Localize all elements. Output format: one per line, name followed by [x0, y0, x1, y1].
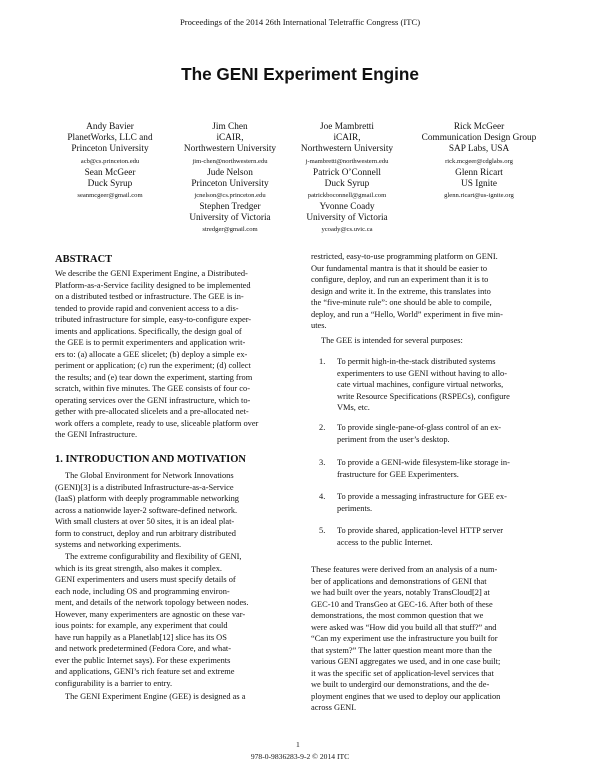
author-block	[170, 202, 290, 236]
author-block	[286, 122, 408, 167]
text-line: design and write it. In the extreme, this translates into	[311, 286, 491, 296]
text-line: demonstrations, the most common question that we	[311, 611, 484, 620]
text-line: deploy, and run a “Hello, World” experiment in five min-	[311, 309, 503, 319]
author-block	[286, 168, 408, 202]
text-line: it was the specific set of application-level services that	[311, 668, 494, 678]
author-affiliation: Duck Syrup	[87, 179, 133, 190]
text-line: the “five-minute rule”: one should be able to compile,	[311, 298, 492, 307]
author-name: Yvonne Coady	[319, 202, 375, 212]
text-line: gether with pre-allocated slicelets and a pre-allocated net-	[55, 407, 249, 416]
text-line: The GENI Experiment Engine (GEE) is designed as a	[65, 692, 246, 701]
text-line: “Can my experiment use the infrastructure you built for	[311, 634, 498, 643]
author-name: Stephen Tredger	[199, 202, 261, 212]
text-line: We describe the GENI Experiment Engine, a Distributed-	[55, 269, 248, 278]
list-item	[319, 457, 549, 480]
text-line: configure, deploy, and run an experiment than it is to	[311, 275, 489, 284]
author-email: jcnelson@cs.princeton.edu	[194, 192, 266, 200]
text-line: on a distributed testbed or infrastructure. The GEE is in-	[55, 292, 244, 301]
text-line: and applications, GENI’s rich feature set and extreme	[55, 667, 235, 676]
list-number: 1.	[319, 357, 326, 366]
right-paragraph-3	[311, 564, 549, 714]
text-line: (GENI)[3] is a distributed Infrastructure-as-a-Service	[55, 482, 234, 492]
author-block	[170, 168, 290, 202]
page-number: 1	[296, 740, 300, 749]
author-affiliation: US Ignite	[461, 179, 497, 190]
text-line: tended to provide rapid and convenient access to a dis-	[55, 303, 239, 313]
author-name: Sean McGeer	[84, 168, 136, 178]
text-line: Platform-as-a-Service facility designed to be implemented	[55, 280, 251, 290]
author-block	[408, 122, 550, 167]
text-line: have run happily as a Planetlab[12] slice has its OS	[55, 632, 227, 642]
author-block	[170, 122, 290, 167]
intro-heading: 1. INTRODUCTION AND MOTIVATION	[55, 454, 246, 465]
author-email: seanmcgeer@gmail.com	[77, 192, 143, 200]
text-line: work offers a complete, ready to use, sliceable platform over	[55, 418, 259, 428]
author-email: stredger@gmail.com	[202, 226, 258, 234]
text-line: iments and applications. Specifically, the design goal of	[55, 326, 242, 336]
abstract-text	[55, 268, 293, 441]
text-line: form to construct, deploy and run arbitrary distributed	[55, 528, 236, 538]
author-name: Patrick O’Connell	[313, 168, 381, 178]
text-line: To provide a GENI-wide filesystem-like storage in-	[337, 458, 510, 467]
text-line: write Resource Specifications (RSPECs), configure	[337, 391, 510, 401]
text-line: ber of applications and demonstrations of GENI that	[311, 576, 487, 586]
text-line: With small clusters at over 50 sites, it is an ideal plat-	[55, 517, 235, 526]
text-line: To provide shared, application-level HTTP server	[337, 526, 504, 535]
text-line: scratch, within five minutes. The GEE consists of four co-	[55, 384, 250, 393]
text-line: The Global Environment for Network Innovations	[65, 471, 234, 480]
author-email: rick.mcgeer@cdglabs.org	[445, 157, 513, 165]
author-affiliation: Communication Design Group	[421, 133, 537, 144]
list-item	[319, 525, 549, 548]
text-line: cate virtual machines, configure virtual networks,	[337, 380, 504, 389]
list-number: 2.	[319, 423, 326, 432]
list-item	[319, 491, 549, 514]
text-line: the results; and (e) tear down the experiment, starting from	[55, 372, 253, 382]
right-paragraph-1	[311, 251, 549, 332]
text-line: GENI experimenters and users must specify details of	[55, 575, 236, 584]
text-line: experimenters to use GENI without having to allo-	[337, 368, 508, 378]
text-line: tributed infrastructure for simple, easy-to-configure exper-	[55, 315, 252, 324]
text-line: operating services over the GENI infrastructure, which to-	[55, 395, 251, 405]
author-affiliation: Duck Syrup	[324, 179, 370, 190]
list-item	[319, 422, 549, 445]
author-name: Joe Mambretti	[320, 122, 374, 132]
author-name: Rick McGeer	[453, 122, 505, 132]
author-name: Jim Chen	[212, 122, 248, 132]
author-affiliation: Princeton University	[71, 144, 149, 155]
author-affiliation: Princeton University	[191, 179, 269, 190]
text-line: To provide a messaging infrastructure for GEE ex-	[337, 492, 507, 501]
author-affiliation: Northwestern University	[183, 144, 277, 155]
text-line: Our fundamental mantra is that it should be easier to	[311, 263, 488, 273]
intro-paragraph-3	[55, 691, 293, 703]
list-number: 4.	[319, 492, 326, 501]
text-line: that system?” The latter question meant more than the	[311, 645, 492, 655]
abstract-heading: ABSTRACT	[55, 254, 113, 265]
text-line: ment, and details of the network topology between nodes.	[55, 598, 249, 607]
proceedings-header: Proceedings of the 2014 26th International Teletraffic Congress (ITC)	[179, 17, 421, 27]
text-line: ers to: (a) allocate a GEE slicelet; (b) deploy a simple ex-	[55, 349, 248, 359]
text-line: access to the public Internet.	[337, 537, 433, 547]
author-block	[55, 122, 165, 167]
list-number: 5.	[319, 526, 326, 535]
text-line: restricted, easy-to-use programming platform on GENI.	[311, 252, 498, 261]
author-affiliation: University of Victoria	[189, 213, 271, 224]
text-line: GEC-10 and TransGeo at GEC-16. After both of these	[311, 599, 493, 609]
author-affiliation: iCAIR,	[216, 133, 244, 144]
text-line: each node, including OS and programming environ-	[55, 586, 230, 596]
list-item	[319, 356, 549, 414]
text-line: utes.	[311, 321, 327, 330]
text-line: To permit high-in-the-stack distributed systems	[337, 357, 496, 366]
copyright-footer: 978-0-9836283-9-2 © 2014 ITC	[250, 752, 350, 761]
author-affiliation: University of Victoria	[306, 213, 388, 224]
author-block	[286, 202, 408, 236]
author-email: ycoady@cs.uvic.ca	[321, 226, 373, 234]
author-block	[55, 168, 165, 202]
text-line: However, many experimenters are agnostic on these var-	[55, 609, 246, 619]
text-line: we had built over the years, notably TransCloud[2] at	[311, 588, 490, 597]
right-paragraph-2: The GEE is intended for several purposes:	[321, 336, 463, 345]
author-name: Glenn Ricart	[455, 168, 503, 178]
author-email: j-mambretti@northwestern.edu	[305, 157, 389, 165]
text-line: (IaaS) platform with deeply programmable networking	[55, 494, 239, 503]
text-line: we built to undergird our demonstrations, and the de-	[311, 680, 490, 689]
intro-paragraph-2	[55, 551, 293, 689]
text-line: periment or application; (c) run the experiment; (d) collect	[55, 361, 251, 370]
text-line: periments.	[337, 503, 373, 513]
text-line: ployment engines that we used to deploy our application	[311, 691, 501, 701]
text-line: ever the public Internet says). For these experiments	[55, 655, 231, 665]
text-line: frastructure for GEE Experimenters.	[337, 469, 459, 479]
text-line: VMs, etc.	[337, 403, 370, 412]
author-affiliation: iCAIR,	[333, 133, 361, 144]
text-line: which is its great strength, also makes it complex.	[55, 563, 223, 573]
author-email: acb@cs.princeton.edu	[80, 157, 140, 165]
text-line: across a nationwide layer-2 software-defined network.	[55, 505, 238, 515]
list-number: 3.	[319, 458, 326, 467]
text-line: across GENI.	[311, 703, 357, 712]
author-email: patrickboconnell@gmail.com	[307, 192, 387, 200]
text-line: The extreme configurability and flexibility of GENI,	[65, 552, 242, 561]
text-line: the GENI Infrastructure.	[55, 430, 138, 439]
intro-paragraph-1	[55, 470, 293, 551]
author-email: jim-chen@northwestern.edu	[192, 157, 268, 165]
text-line: To provide single-pane-of-glass control of an ex-	[337, 423, 502, 432]
text-line: These features were derived from an analysis of a num-	[311, 565, 498, 574]
text-line: were asked was “How did you build all that stuff?” and	[311, 622, 497, 632]
author-block	[408, 168, 550, 202]
paper-title: The GENI Experiment Engine	[181, 64, 419, 84]
text-line: the GEE is to permit experimenters and application writ-	[55, 338, 246, 347]
author-name: Jude Nelson	[207, 168, 253, 178]
author-affiliation: Northwestern University	[300, 144, 394, 155]
author-email: glenn.ricart@us-ignite.org	[444, 192, 514, 200]
author-affiliation: SAP Labs, USA	[448, 144, 510, 155]
author-affiliation: PlanetWorks, LLC and	[67, 133, 153, 144]
text-line: systems and networking experiments.	[55, 540, 182, 549]
text-line: periment from the user’s desktop.	[337, 434, 450, 444]
author-name: Andy Bavier	[86, 122, 134, 132]
text-line: various GENI aggregates we used, and in one case built;	[311, 657, 501, 666]
text-line: ious points: for example, any experiment that could	[55, 621, 228, 630]
text-line: configurability is a barrier to entry.	[55, 678, 173, 688]
text-line: and network predetermined (Fedora Core, and what-	[55, 644, 232, 653]
